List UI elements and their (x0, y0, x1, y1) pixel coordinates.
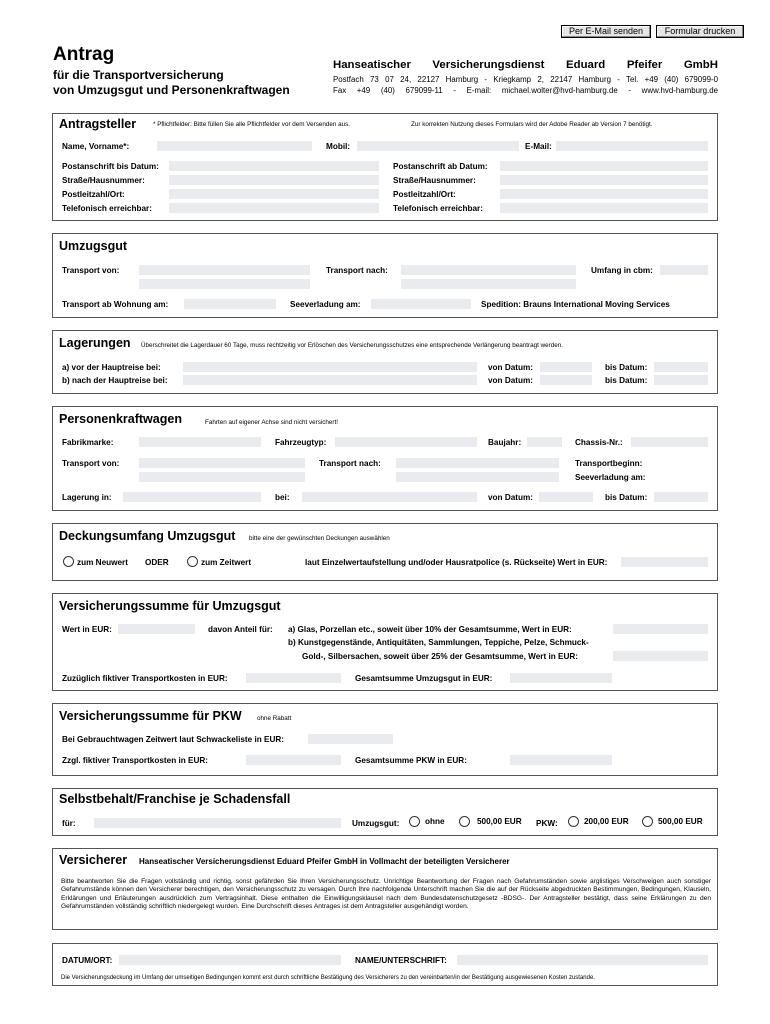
post-bis-field[interactable] (169, 161, 379, 171)
section-umzugsgut (52, 233, 718, 318)
plz2-label: Postleitzahl/Ort: (393, 190, 456, 199)
anteil-label: davon Anteil für: (208, 625, 273, 634)
lagerung-in-field[interactable] (123, 492, 261, 502)
chassis-field[interactable] (631, 437, 708, 447)
bei-label: bei: (275, 493, 290, 502)
glas-field[interactable] (613, 624, 708, 634)
transport-von-label: Transport von: (62, 266, 120, 275)
gesamt-umzugsgut-field[interactable] (510, 673, 612, 683)
pkw-bis-datum-label: bis Datum: (605, 493, 648, 502)
deckung-note: bitte eine der gewünschten Deckungen auswählen (249, 535, 390, 542)
post-ab-label: Postanschrift ab Datum: (393, 162, 488, 171)
sb-200-pkw-radio[interactable] (568, 816, 579, 827)
name-unterschrift-label: NAME/UNTERSCHRIFT: (355, 956, 447, 965)
umzugsgut-sb-label: Umzugsgut: (352, 819, 400, 828)
section-deckungsumfang (52, 523, 718, 581)
pkw-von-field-2[interactable] (139, 472, 305, 482)
kunst-field[interactable] (613, 651, 708, 661)
vor-hauptreise-label: a) vor der Hauptreise bei: (62, 363, 161, 372)
fuer-label: für: (62, 819, 76, 828)
section-title: Selbstbehalt/Franchise je Schadensfall (59, 792, 291, 806)
bis-datum-label-1: bis Datum: (605, 363, 648, 372)
sb-500-pkw-radio[interactable] (642, 816, 653, 827)
footer-note: Die Versicherungsdeckung im Umfang der umseitigen Bedingungen kommt erst durch schriftliche Bestätigung des Versicherers zu den vereinbarten/in der Bestätigung ausgewiesenen Kosten zustande. (61, 975, 595, 981)
einzelwert-field[interactable] (621, 557, 708, 567)
seeverladung-label: Seeverladung am: (290, 300, 361, 309)
gesamt-pkw-field[interactable] (510, 755, 612, 765)
email-field[interactable] (556, 141, 708, 151)
mobil-field[interactable] (357, 141, 519, 151)
neuwert-label: zum Neuwert (77, 558, 128, 567)
spedition-label: Spedition: Brauns International Moving Services (481, 300, 670, 309)
gesamt-umzugsgut-label: Gesamtsumme Umzugsgut in EUR: (355, 674, 493, 683)
sb-500-umzug-radio[interactable] (459, 816, 470, 827)
versicherer-subtitle: Hanseatischer Versicherungsdienst Eduard Pfeifer GmbH in Vollmacht der beteiligten Versicherer (139, 857, 510, 866)
transport-nach-field-2[interactable] (401, 279, 576, 289)
datum-ort-field[interactable] (119, 955, 341, 965)
section-lagerungen (52, 330, 718, 394)
ab-wohnung-field[interactable] (184, 299, 276, 309)
email-send-button[interactable]: Per E-Mail senden (561, 25, 651, 38)
von-datum-label-1: von Datum: (488, 363, 534, 372)
adobe-note: Zur korrekten Nutzung dieses Formulars wird der Adobe Reader ab Version 7 benötigt. (411, 121, 653, 128)
sb-500-pkw-label: 500,00 EUR (658, 817, 703, 826)
pkw-von-field[interactable] (139, 458, 305, 468)
umfang-label: Umfang in cbm: (591, 266, 653, 275)
required-note: * Pflichtfelder: Bitte füllen Sie alle Pflichtfelder vor dem Versenden aus. (153, 121, 351, 128)
kunst-label-1: b) Kunstgegenstände, Antiquitäten, Sammlungen, Teppiche, Pelze, Schmuck- (288, 638, 589, 647)
mobil-label: Mobil: (326, 142, 351, 151)
baujahr-field[interactable] (527, 437, 562, 447)
email-label: E-Mail: (525, 142, 552, 151)
bei-field[interactable] (302, 492, 477, 502)
name-label: Name, Vorname*: (62, 142, 130, 151)
strasse-field[interactable] (169, 175, 379, 185)
transport-nach-field[interactable] (401, 265, 576, 275)
plz2-field[interactable] (500, 189, 708, 199)
company-name: Hanseatischer Versicherungsdienst Eduard Pfeifer GmbH (333, 59, 718, 71)
pkw-sb-label: PKW: (536, 819, 558, 828)
pkw-von-label: Transport von: (62, 459, 120, 468)
zeitwert-radio[interactable] (187, 556, 198, 567)
section-title: Versicherungssumme für PKW (59, 709, 242, 723)
gesamt-pkw-label: Gesamtsumme PKW in EUR: (355, 756, 467, 765)
fuer-field[interactable] (94, 818, 341, 828)
fabrikmarke-label: Fabrikmarke: (62, 438, 114, 447)
nach-hauptreise-label: b) nach der Hauptreise bei: (62, 376, 168, 385)
transport-nach-label: Transport nach: (326, 266, 388, 275)
pkw-nach-field[interactable] (396, 458, 559, 468)
vor-hauptreise-field[interactable] (183, 362, 477, 372)
print-form-button[interactable]: Formular drucken (656, 25, 744, 38)
form-subtitle-2: von Umzugsgut und Personenkraftwagen (53, 83, 290, 97)
section-title: Antragsteller (59, 117, 137, 131)
von-datum-label-2: von Datum: (488, 376, 534, 385)
einzelwert-label: laut Einzelwertaufstellung und/oder Hausratpolice (s. Rückseite) Wert in EUR: (305, 558, 608, 567)
form-title: Antrag (53, 44, 115, 65)
post-ab-field[interactable] (500, 161, 708, 171)
oder-label: ODER (145, 558, 169, 567)
seeverladung-field[interactable] (371, 299, 471, 309)
section-title: Versicherer (59, 853, 128, 867)
pkw-von-datum-label: von Datum: (488, 493, 534, 502)
section-summe-pkw (52, 703, 718, 776)
section-title: Versicherungssumme für Umzugsgut (59, 599, 281, 613)
pkw-seever-label: Seeverladung am: (575, 473, 646, 482)
schwacke-label: Bei Gebrauchtwagen Zeitwert laut Schwackeliste in EUR: (62, 735, 285, 744)
fahrzeugtyp-label: Fahrzeugtyp: (275, 438, 327, 447)
strasse2-label: Straße/Hausnummer: (393, 176, 476, 185)
baujahr-label: Baujahr: (488, 438, 522, 447)
von-datum-field-1[interactable] (540, 362, 592, 372)
tel2-label: Telefonisch erreichbar: (393, 204, 483, 213)
chassis-label: Chassis-Nr.: (575, 438, 623, 447)
zzgl-label: Zzgl. fiktiver Transportkosten in EUR: (62, 756, 209, 765)
nach-hauptreise-field[interactable] (183, 375, 477, 385)
strasse-label: Straße/Hausnummer: (62, 176, 145, 185)
pkw-von-datum-field[interactable] (539, 492, 593, 502)
bis-datum-label-2: bis Datum: (605, 376, 648, 385)
section-pkw (52, 406, 718, 511)
ab-wohnung-label: Transport ab Wohnung am: (62, 300, 169, 309)
umfang-field[interactable] (660, 265, 708, 275)
post-bis-label: Postanschrift bis Datum: (62, 162, 159, 171)
lagerung-in-label: Lagerung in: (62, 493, 112, 502)
fahrzeugtyp-field[interactable] (335, 437, 477, 447)
sb-ohne-label: ohne (425, 817, 445, 826)
datum-ort-label: DATUM/ORT: (62, 956, 113, 965)
versicherer-text: Bitte beantworten Sie die Fragen vollständig und richtig, sonst gefährden Sie Ihren Versicherungsschutz. Unrichtige Beantwortung der Fragen nach Gefahrumständen sowie arglistiges Verschweigen auch sonstiger Gefahrumstände können den Versicherer berechtigen, den Versicherungsschutz zu versagen. Durch Ihre nachfolgende Unterschrift machen Sie die auf der Rückseite abgedruckten Bestimmungen, Bedingungen, Klauseln, Erklärungen und Erläuterungen ausdrücklich zum Vertragsinhalt. Diese enthalten die Einwilligungsklausel nach dem Bundesdatenschutzgesetz -BDSG-. Der Antragsteller bestätigt, dass seine Erklärungen zu den Gefahrumständen vollständig schriftlich niedergelegt wurden. Eine Durchschrift dieses Antrages ist dem Antragsteller ausgehändigt worden. (61, 878, 711, 911)
plz-label: Postleitzahl/Ort: (62, 190, 125, 199)
bis-datum-field-1[interactable] (654, 362, 708, 372)
von-datum-field-2[interactable] (540, 375, 592, 385)
section-title: Personenkraftwagen (59, 412, 182, 426)
section-antragsteller (52, 113, 718, 221)
fabrikmarke-field[interactable] (139, 437, 261, 447)
section-summe-umzugsgut (52, 593, 718, 691)
pkw-nach-label: Transport nach: (319, 459, 381, 468)
glas-label: a) Glas, Porzellan etc., soweit über 10% der Gesamtsumme, Wert in EUR: (288, 625, 572, 634)
zzgl-field[interactable] (246, 755, 341, 765)
transport-von-field[interactable] (139, 265, 310, 275)
lagerung-note: Überschreitet die Lagerdauer 60 Tage, muss rechtzeitig vor Erlöschen des Versicherungsschutzes eine entsprechende Verlängerung beantragt werden. (141, 342, 564, 349)
tel2-field[interactable] (500, 203, 708, 213)
name-unterschrift-field[interactable] (457, 955, 708, 965)
pkw-bis-datum-field[interactable] (654, 492, 708, 502)
transportbeginn-label: Transportbeginn: (575, 459, 643, 468)
neuwert-radio[interactable] (63, 556, 74, 567)
name-field[interactable] (157, 141, 312, 151)
sb-200-pkw-label: 200,00 EUR (584, 817, 629, 826)
sb-ohne-radio[interactable] (409, 816, 420, 827)
wert-label: Wert in EUR: (62, 625, 112, 634)
wert-field[interactable] (118, 624, 195, 634)
bis-datum-field-2[interactable] (654, 375, 708, 385)
rabatt-note: ohne Rabatt (257, 715, 292, 722)
transport-von-field-2[interactable] (139, 279, 310, 289)
tel-field[interactable] (169, 203, 379, 213)
zeitwert-label: zum Zeitwert (201, 558, 252, 567)
form-subtitle-1: für die Transportversicherung (53, 68, 224, 82)
kunst-label-2: Gold-, Silbersachen, soweit über 25% der Gesamtsumme, Wert in EUR: (302, 652, 579, 661)
section-title: Umzugsgut (59, 239, 128, 253)
section-versicherer (52, 848, 718, 930)
plz-field[interactable] (169, 189, 379, 199)
section-title: Deckungsumfang Umzugsgut (59, 529, 236, 543)
section-unterschrift (52, 943, 718, 986)
pkw-nach-field-2[interactable] (396, 472, 559, 482)
zuzueglich-field[interactable] (246, 673, 341, 683)
pkw-note: Fahrten auf eigener Achse sind nicht versichert! (205, 419, 339, 426)
zuzueglich-label: Zuzüglich fiktiver Transportkosten in EUR: (62, 674, 228, 683)
strasse2-field[interactable] (500, 175, 708, 185)
section-title: Lagerungen (59, 336, 131, 350)
company-contact: Fax +49 (40) 679099-11 - E-mail: michael.wolter@hvd-hamburg.de - www.hvd-hamburg.de (333, 86, 718, 95)
sb-500-umzug-label: 500,00 EUR (477, 817, 522, 826)
tel-label: Telefonisch erreichbar: (62, 204, 152, 213)
schwacke-field[interactable] (308, 734, 393, 744)
company-address: Postfach 73 07 24, 22127 Hamburg - Kriegkamp 2, 22147 Hamburg - Tel. +49 (40) 679099-0 (333, 75, 718, 84)
section-selbstbehalt (52, 788, 718, 836)
